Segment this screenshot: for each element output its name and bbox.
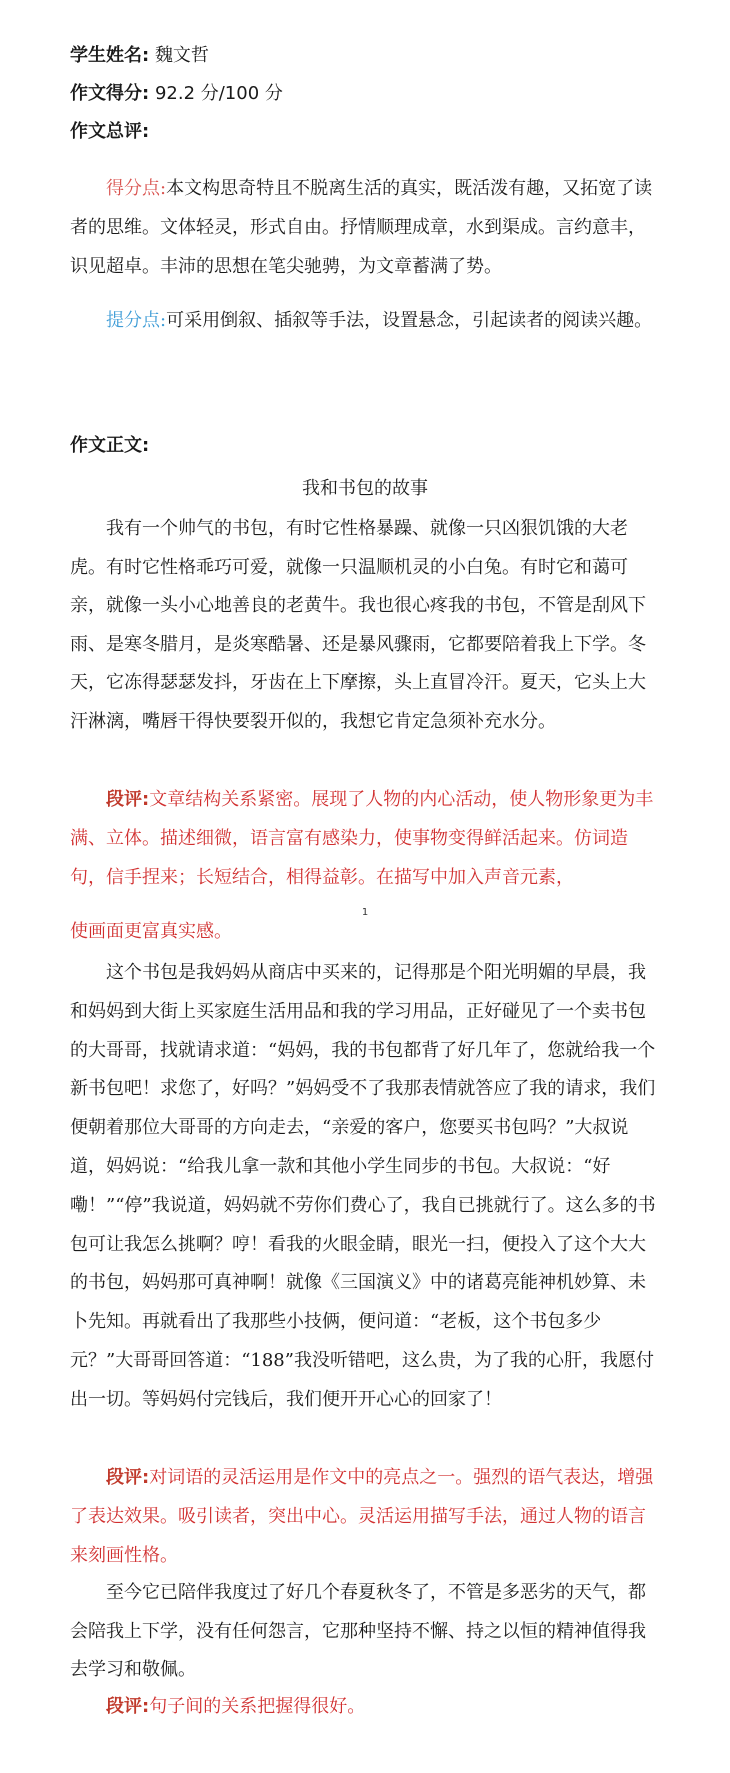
- essay-heading: [70, 433, 149, 459]
- paragraph-comment-2-text: 对词语的灵活运用是作文中的亮点之一。强烈的语气表达，增强了表达效果。吸引读者，突出中心。灵活运用描写手法，通过人物的语言来刻画性格。: [70, 1467, 654, 1566]
- paragraph-comment-3: [70, 1692, 660, 1722]
- paragraph-comment-1-text: 文章结构关系紧密。展现了人物的内心活动，使人物形象更为丰满、立体。描述细微，语言富有感染力，使事物变得鲜活起来。仿词造句，信手捏来；长短结合，相得益彰。在描写中加入声音元素，: [70, 789, 654, 888]
- essay-paragraph-2: [70, 954, 660, 1420]
- student-name-line: [70, 43, 209, 69]
- paragraph-comment-1-continued: [70, 917, 660, 947]
- paragraph-comment-2-label: 段评:: [106, 1467, 150, 1488]
- improvement-label: 提分点:: [106, 310, 167, 331]
- essay-paragraph-3: [70, 1574, 660, 1690]
- paragraph-comment-1-cont-text: 使画面更富真实感。: [70, 921, 232, 942]
- paragraph-comment-2: [70, 1458, 660, 1575]
- essay-paragraph-1: [70, 510, 660, 741]
- student-name-value: 魏文哲: [154, 45, 209, 66]
- score-value: 92.2 分/100 分: [154, 83, 283, 104]
- essay-title: 我和书包的故事: [302, 478, 428, 499]
- paragraph-comment-1: [70, 780, 660, 897]
- essay-paragraph-3-text: 至今它已陪伴我度过了好几个春夏秋冬了，不管是多恶劣的天气，都会陪我上下学，没有任何怨言，它那种坚持不懈、持之以恒的精神值得我去学习和敬佩。: [70, 1582, 646, 1680]
- summary-heading: [70, 119, 149, 145]
- paragraph-comment-1-label: 段评:: [106, 789, 150, 810]
- essay-section-label: 作文正文:: [70, 435, 150, 456]
- strengths-paragraph: [70, 169, 660, 286]
- summary-label: 作文总评:: [70, 121, 150, 142]
- score-line: [70, 81, 283, 107]
- page-number: 1: [361, 907, 369, 918]
- score-label: 作文得分:: [70, 83, 150, 104]
- paragraph-comment-3-text: 句子间的关系把握得很好。: [149, 1696, 366, 1717]
- student-name-label: 学生姓名:: [70, 45, 150, 66]
- essay-paragraph-2-text: 这个书包是我妈妈从商店中买来的，记得那是个阳光明媚的早晨，我和妈妈到大街上买家庭生活用品和我的学习用品，正好碰见了一个卖书包的大哥哥，找就请求道：“妈妈，我的书包都背了好几年了，您就给我一个新书包吧！求您了，好吗？”妈妈受不了我那表情就答应了我的请求，我们便朝着那位大哥哥的方向走去，“亲爱的客户，您要买书包吗？”大叔说道，妈妈说：“给我儿拿一款和其他小学生同步的书包。大叔说：“好嘞！”“停”我说道，妈妈就不劳你们费心了，我自已挑就行了。这么多的书包可让我怎么挑啊？哼！看我的火眼金睛，眼光一扫，便投入了这个大大的书包，妈妈那可真神啊！就像《三国演义》中的诸葛亮能神机妙算、未卜先知。再就看出了我那些小技俩，便问道：“老板，这个书包多少元？”大哥哥回答道：“188”我没听错吧，这么贵，为了我的心肝，我愿付出一切。等妈妈付完钱后，我们便开开心心的回家了！: [70, 962, 656, 1410]
- improvement-paragraph: [70, 301, 660, 340]
- paragraph-comment-3-label: 段评:: [106, 1696, 150, 1717]
- essay-paragraph-1-text: 我有一个帅气的书包，有时它性格暴躁、就像一只凶狠饥饿的大老虎。有时它性格乖巧可爱，就像一只温顺机灵的小白兔。有时它和蔼可亲，就像一头小心地善良的老黄牛。我也很心疼我的书包，不管是刮风下雨、是寒冬腊月，是炎寒酷暑、还是暴风骤雨，它都要陪着我上下学。冬天，它冻得瑟瑟发抖，牙齿在上下摩擦，头上直冒冷汗。夏天，它头上大汗淋漓，嘴唇干得快要裂开似的，我想它肯定急须补充水分。: [70, 518, 646, 732]
- strengths-label: 得分点:: [106, 178, 167, 199]
- improvement-text: 可采用倒叙、插叙等手法，设置悬念，引起读者的阅读兴趣。: [166, 310, 653, 331]
- strengths-text: 本文构思奇特且不脱离生活的真实，既活泼有趣，又拓宽了读者的思维。文体轻灵，形式自由。抒情顺理成章，水到渠成。言约意丰，识见超卓。丰沛的思想在笔尖驰骋，为文章蓄满了势。: [70, 178, 653, 277]
